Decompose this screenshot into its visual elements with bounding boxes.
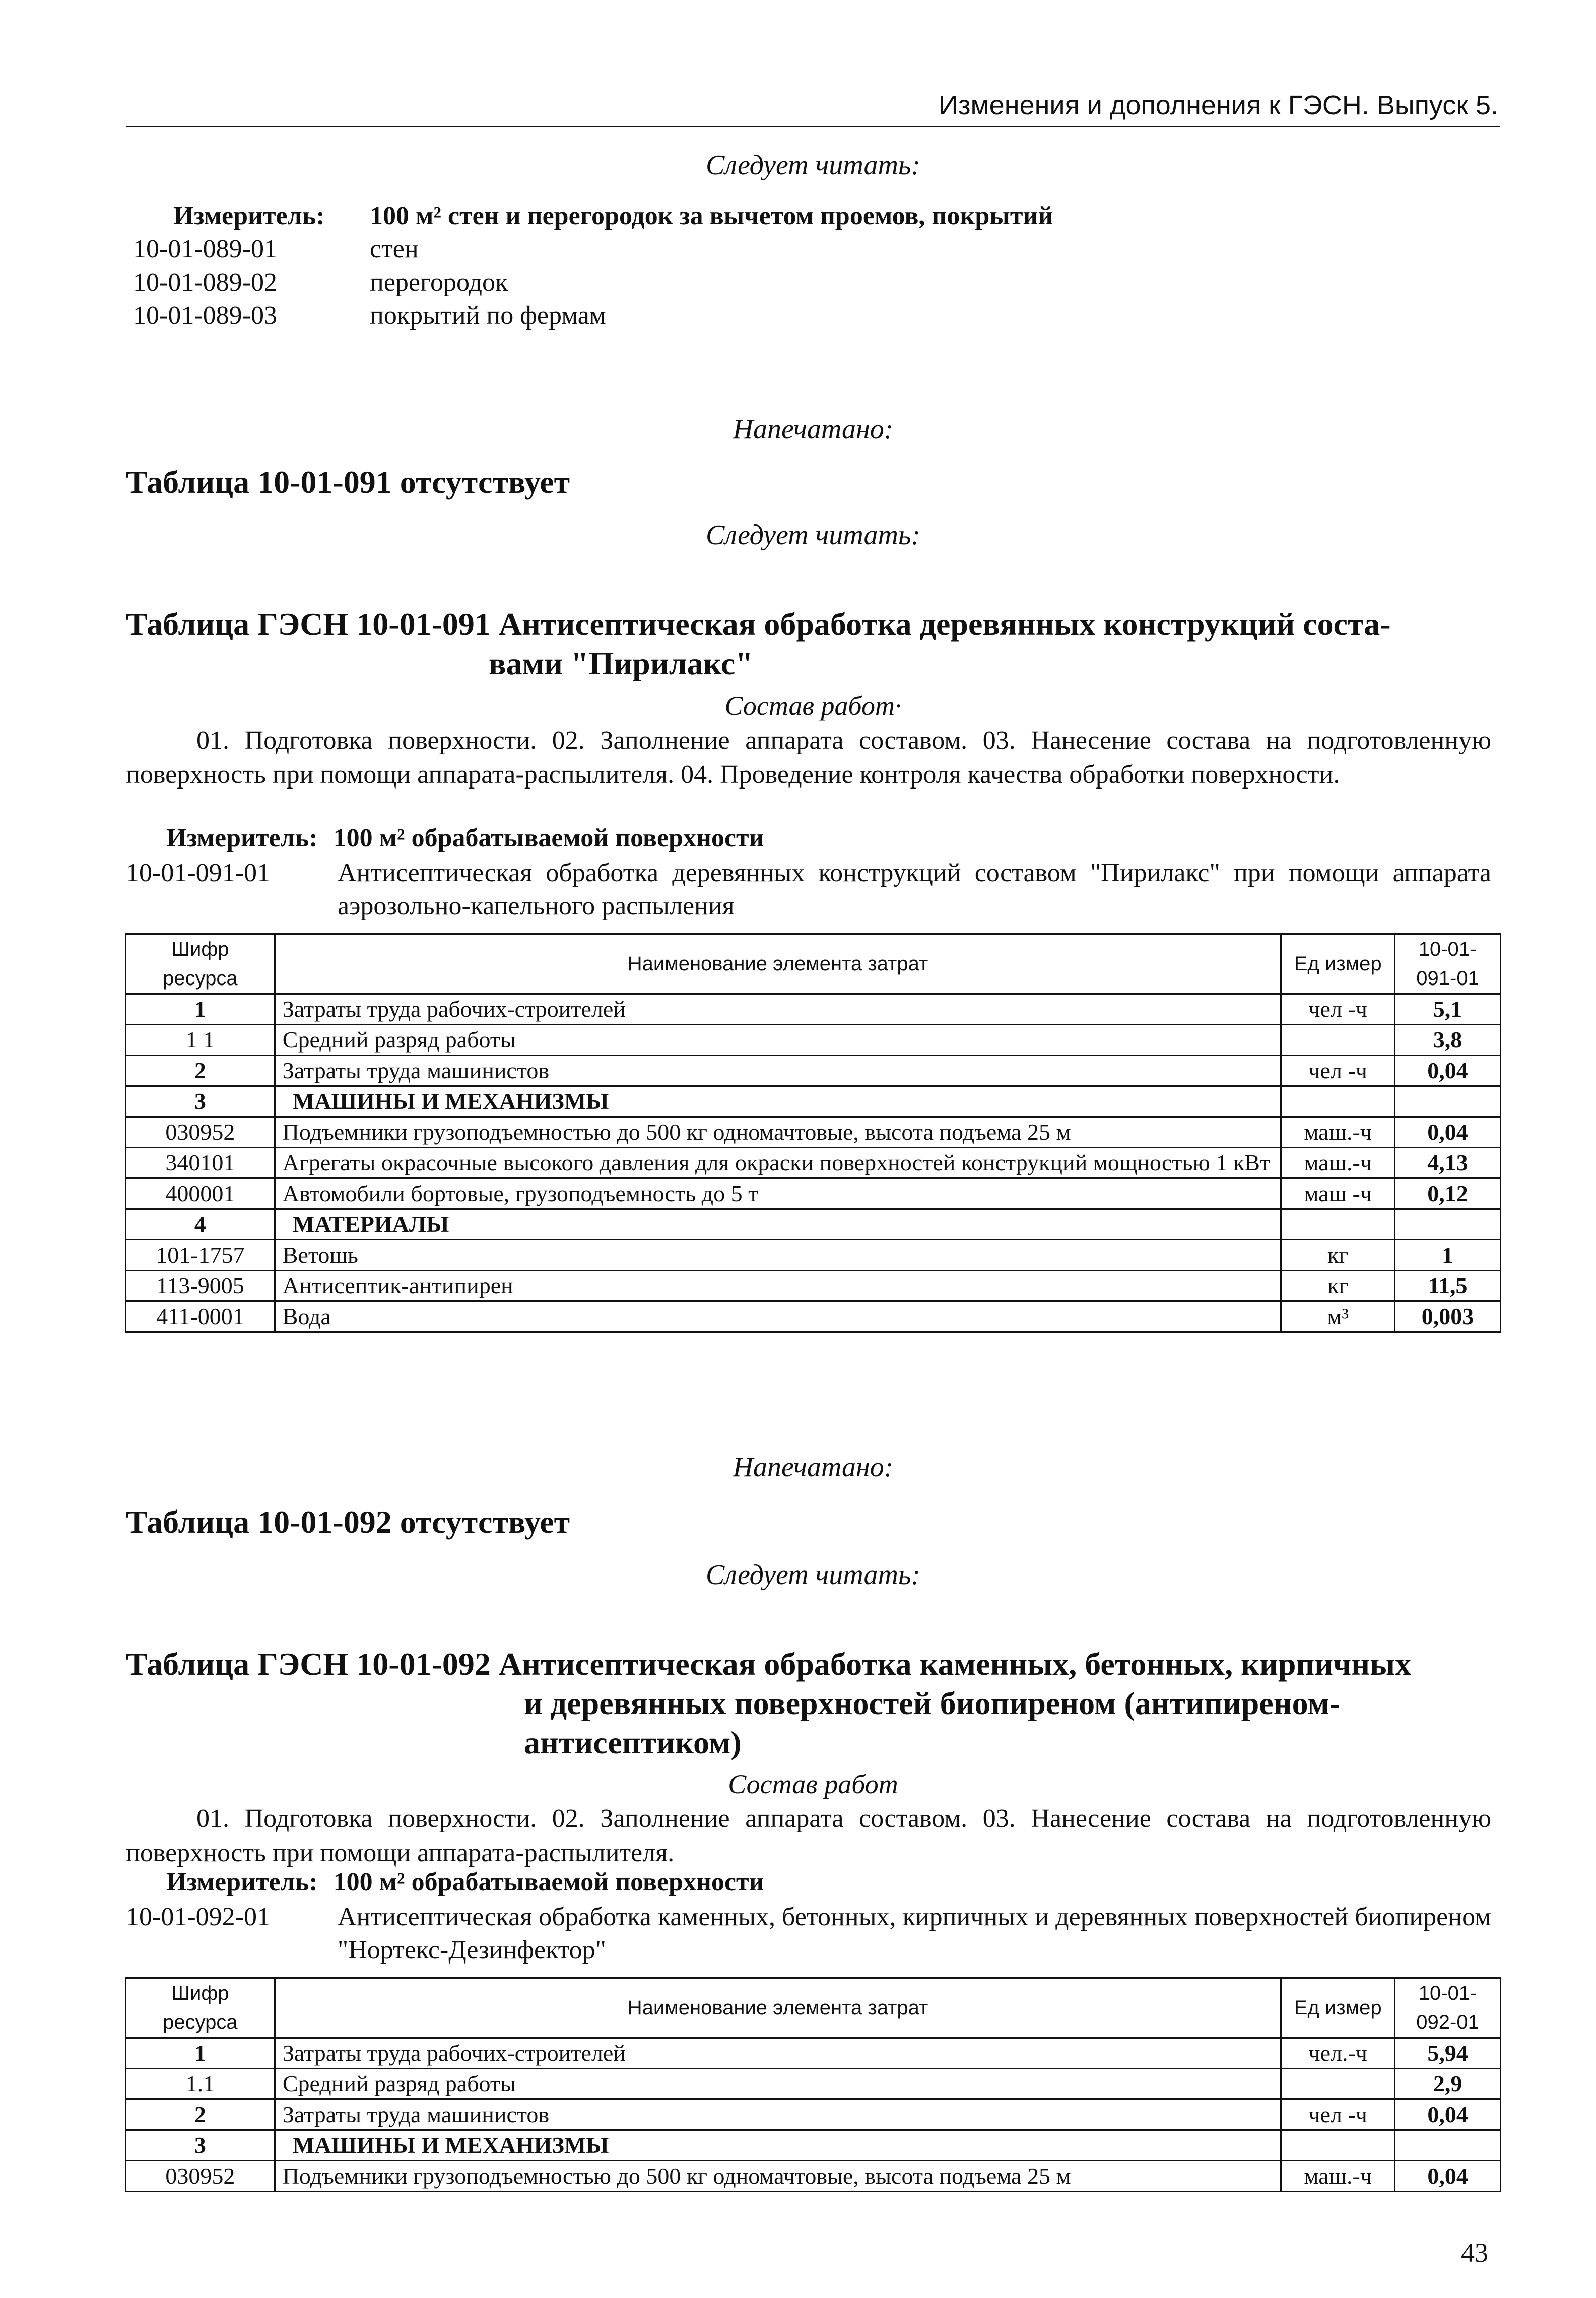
cell-value: 0,04 [1395, 1117, 1501, 1148]
cell-code: 340101 [126, 1148, 275, 1178]
cell-unit [1281, 1209, 1395, 1240]
cell-code: 411-0001 [126, 1301, 275, 1332]
cell-name: Вода [275, 1301, 1281, 1332]
title-line: антисептиком) [524, 1725, 742, 1760]
cell-value: 0,04 [1395, 1056, 1501, 1086]
title-line: и деревянных поверхностей биопиреном (антипиреном- [524, 1685, 1341, 1721]
cell-code: 1 1 [126, 1025, 275, 1056]
composition-heading-2: Состав работ [728, 1769, 898, 1799]
page-number: 43 [1461, 2238, 1488, 2268]
cell-name: Затраты труда машинистов [275, 1056, 1281, 1086]
table-row [126, 994, 1501, 1025]
cell-name: Подъемники грузоподъемностью до 500 кг одномачтовые, высота подъема 25 м [275, 2161, 1281, 2192]
cell-unit [1281, 1025, 1395, 1056]
measure-091 [166, 823, 764, 853]
cell-name: Ветошь [275, 1240, 1281, 1271]
cell-unit: чел -ч [1281, 994, 1395, 1025]
title-line: Таблица ГЭСН 10-01-091 Антисептическая обработка деревянных конструкций соста- [126, 606, 1391, 642]
table-row [126, 2161, 1501, 2192]
cell-value: 5,1 [1395, 994, 1501, 1025]
cell-name: Средний разряд работы [275, 2069, 1281, 2099]
measure-value: 100 м² стен и перегородок за вычетом проемов, покрытий [370, 202, 1053, 230]
header-code: Шифр ресурса [126, 934, 275, 994]
cell-name: Автомобили бортовые, грузоподъемность до 5 т [275, 1178, 1281, 1209]
cell-code: 1 [126, 2038, 275, 2069]
cell-code: 4 [126, 1209, 275, 1240]
should-read-heading-1: Следует читать: [705, 150, 921, 181]
item-code: 10-01-091-01 [126, 859, 270, 887]
title-line: вами "Пирилакс" [489, 645, 753, 681]
cell-name: Средний разряд работы [275, 1025, 1281, 1056]
item-text: перегородок [370, 268, 508, 297]
title-line: Таблица ГЭСН 10-01-092 Антисептическая обработка каменных, бетонных, кирпичных [126, 1646, 1412, 1682]
measure-label: Измеритель: [173, 202, 325, 230]
header-name: Наименование элемента затрат [275, 934, 1281, 994]
table-row [126, 1271, 1501, 1301]
item-text: Антисептическая обработка каменных, бетонных, кирпичных и деревянных поверхностей биопиреном "Нортекс-Дезинфектор" [338, 1902, 1491, 1964]
cell-name: Затраты труда рабочих-строителей [275, 2038, 1281, 2069]
item-code: 10-01-092-01 [126, 1902, 270, 1931]
cell-value: 5,94 [1395, 2038, 1501, 2069]
resource-table-092 [125, 1977, 1501, 2192]
item-code: 10-01-089-02 [133, 268, 277, 297]
work-description-092: 01. Подготовка поверхности. 02. Заполнение аппарата составом. 03. Нанесение состава на подготовленную поверхность при помощи аппарата-распылителя. [126, 1804, 1491, 1867]
table-row [126, 2099, 1501, 2130]
measure-label: Измеритель: [166, 1868, 318, 1896]
measure-label: Измеритель: [166, 824, 318, 852]
measure-block-089 [133, 200, 1053, 333]
running-header: Изменения и дополнения к ГЭСН. Выпуск 5. [938, 90, 1498, 120]
table-row [126, 1240, 1501, 1271]
cell-name: Затраты труда машинистов [275, 2099, 1281, 2130]
item-text: Антисептическая обработка деревянных конструкций составом "Пирилакс" при помощи аппарата аэрозольно-капельного распыления [338, 859, 1491, 921]
table-body [126, 994, 1501, 1332]
cell-unit: кг [1281, 1240, 1395, 1271]
cell-value [1395, 2130, 1501, 2161]
header-rule [126, 126, 1500, 127]
item-text: стен [370, 235, 419, 264]
header-name: Наименование элемента затрат [275, 1978, 1281, 2038]
cell-value: 11,5 [1395, 1271, 1501, 1301]
cell-code: 2 [126, 2099, 275, 2130]
cell-code: 101-1757 [126, 1240, 275, 1271]
cell-unit: маш.-ч [1281, 2161, 1395, 2192]
cell-unit: м³ [1281, 1301, 1395, 1332]
cell-value: 0,04 [1395, 2099, 1501, 2130]
table-row [126, 1117, 1501, 1148]
cell-value [1395, 1209, 1501, 1240]
resource-table-091 [125, 933, 1501, 1333]
table-body [126, 2038, 1501, 2192]
cell-unit: маш.-ч [1281, 1117, 1395, 1148]
table-row [126, 1178, 1501, 1209]
header-unit: Ед измер [1281, 1978, 1395, 2038]
cell-section: МАШИНЫ И МЕХАНИЗМЫ [275, 1086, 1281, 1117]
cell-code: 3 [126, 1086, 275, 1117]
table-row [126, 1209, 1501, 1240]
cell-value: 2,9 [1395, 2069, 1501, 2099]
cell-code: 113-9005 [126, 1271, 275, 1301]
header-norm: 10-01-091-01 [1395, 934, 1501, 994]
cell-value [1395, 1086, 1501, 1117]
table-row [126, 1025, 1501, 1056]
cell-unit: чел.-ч [1281, 2038, 1395, 2069]
cell-unit: кг [1281, 1271, 1395, 1301]
printed-heading-2: Напечатано: [733, 1452, 894, 1483]
cell-value: 0,04 [1395, 2161, 1501, 2192]
measure-value: 100 м² обрабатываемой поверхности [333, 824, 764, 852]
table-row [126, 2038, 1501, 2069]
cell-value: 3,8 [1395, 1025, 1501, 1056]
header-norm: 10-01-092-01 [1395, 1978, 1501, 2038]
item-092-01 [126, 1900, 1491, 1967]
cell-name: Подъемники грузоподъемностью до 500 кг одномачтовые, высота подъема 25 м [275, 1117, 1281, 1148]
cell-code: 1 [126, 994, 275, 1025]
work-description-091: 01. Подготовка поверхности. 02. Заполнение аппарата составом. 03. Нанесение состава на подготовленную поверхность при помощи аппарата-распылителя. 04. Проведение контроля качества обработки поверхности. [126, 726, 1491, 789]
cell-value: 0,003 [1395, 1301, 1501, 1332]
should-read-heading-3: Следует читать: [705, 1559, 921, 1591]
cell-code: 1.1 [126, 2069, 275, 2099]
cell-name: Агрегаты окрасочные высокого давления для окраски поверхностей конструкций мощностью 1 кВт [275, 1148, 1281, 1178]
cell-value: 1 [1395, 1240, 1501, 1271]
cell-section: МАШИНЫ И МЕХАНИЗМЫ [275, 2130, 1281, 2161]
should-read-heading-2: Следует читать: [705, 519, 921, 551]
item-code: 10-01-089-01 [133, 235, 277, 264]
measure-value: 100 м² обрабатываемой поверхности [333, 1868, 764, 1896]
cell-unit: маш -ч [1281, 1178, 1395, 1209]
table-092-title [126, 1645, 1500, 1762]
cell-value: 0,12 [1395, 1178, 1501, 1209]
table-row [126, 1056, 1501, 1086]
cell-code: 030952 [126, 1117, 275, 1148]
cell-section: МАТЕРИАЛЫ [275, 1209, 1281, 1240]
header-code: Шифр ресурса [126, 1978, 275, 2038]
table-091-title [126, 605, 1500, 683]
cell-code: 030952 [126, 2161, 275, 2192]
measure-092 [166, 1867, 764, 1897]
cell-code: 3 [126, 2130, 275, 2161]
table-row [126, 1301, 1501, 1332]
cell-name: Затраты труда рабочих-строителей [275, 994, 1281, 1025]
cell-unit [1281, 2069, 1395, 2099]
item-text: покрытий по фермам [370, 301, 606, 330]
item-code: 10-01-089-03 [133, 301, 277, 330]
cell-name: Антисептик-антипирен [275, 1271, 1281, 1301]
cell-unit [1281, 1086, 1395, 1117]
cell-code: 400001 [126, 1178, 275, 1209]
table-092-absent: Таблица 10-01-092 отсутствует [126, 1504, 570, 1540]
table-row [126, 2069, 1501, 2099]
composition-heading-1: Состав работ· [724, 691, 902, 721]
table-row [126, 1086, 1501, 1117]
cell-value: 4,13 [1395, 1148, 1501, 1178]
table-row [126, 2130, 1501, 2161]
item-091-01 [126, 857, 1491, 923]
table-row [126, 1148, 1501, 1178]
cell-unit: чел -ч [1281, 2099, 1395, 2130]
printed-heading-1: Напечатано: [733, 414, 894, 445]
cell-unit [1281, 2130, 1395, 2161]
table-091-absent: Таблица 10-01-091 отсутствует [126, 464, 570, 500]
header-unit: Ед измер [1281, 934, 1395, 994]
cell-code: 2 [126, 1056, 275, 1086]
cell-unit: чел -ч [1281, 1056, 1395, 1086]
cell-unit: маш.-ч [1281, 1148, 1395, 1178]
